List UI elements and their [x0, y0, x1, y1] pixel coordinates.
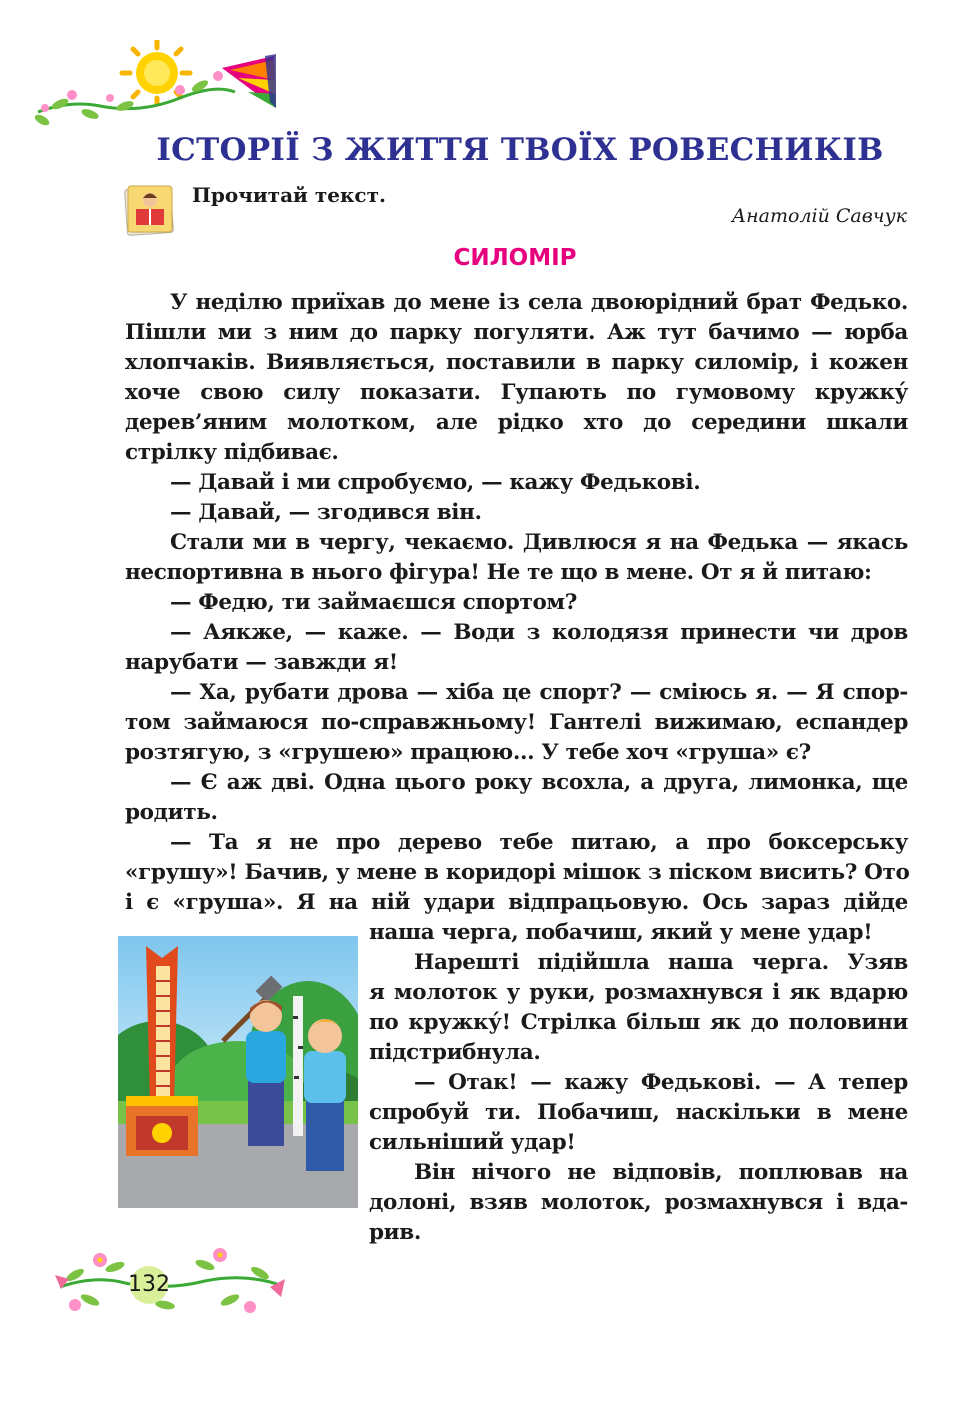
text-line: Нарешті підійшла наша черга. Узяв — [414, 950, 908, 975]
boy-watching-icon — [304, 1019, 346, 1171]
text-line: — Аякже, — каже. — Води з колодязя принести чи дров — [170, 620, 908, 645]
text-line: родить. — [125, 800, 218, 825]
story-title: СИЛОМІР — [453, 245, 577, 271]
text-line: Стали ми в чергу, чекаємо. Дивлюся я на Федька — якась — [170, 530, 908, 555]
text-line: Він нічого не відповів, поплював на — [414, 1160, 908, 1185]
text-line: рив. — [369, 1220, 422, 1245]
text-line: по кружку́! Стрілка більш як до половини — [369, 1010, 908, 1035]
text-line: сильніший удар! — [369, 1130, 576, 1155]
text-line: спробуй ти. Побачиш, наскільки в мене — [369, 1100, 908, 1125]
text-line: дерев’яним молотком, але рідко хто до середини шкали — [125, 410, 908, 435]
text-line: Пішли ми з ним до парку погуляти. Аж тут бачимо — юрба — [125, 320, 908, 345]
text-line: наша черга, побачиш, який у мене удар! — [369, 920, 873, 945]
text-line: — Давай і ми спробуємо, — кажу Федькові. — [170, 470, 701, 495]
text-line: розтягую, з «грушею» працюю... У тебе хоч «груша» є? — [125, 740, 811, 765]
text-line: том займаюся по-справжньому! Гантелі вижимаю, еспандер — [125, 710, 908, 735]
text-line: нарубати — завжди я! — [125, 650, 398, 675]
text-line: хлопчаків. Виявляється, поставили в парку силомір, і кожен — [125, 350, 908, 375]
text-line: — Федю, ти займаєшся спортом? — [170, 590, 578, 615]
text-line: — Та я не про дерево тебе питаю, а про боксерську — [170, 830, 908, 855]
text-line: я молоток у руки, розмахнувся і як вдарю — [369, 980, 908, 1005]
text-line: — Давай, — згодився він. — [170, 500, 482, 525]
text-line: долоні, взяв молоток, розмахнувся і вда- — [369, 1190, 908, 1215]
strength-tester-boys-illustration — [118, 936, 358, 1208]
kite-icon — [222, 54, 276, 108]
text-line: хоче свою силу показати. Гупають по гумовому кружку́ — [125, 380, 908, 405]
text-line: і є «груша». Я на ній удари відпрацьовую. Ось зараз дійде — [125, 890, 908, 915]
sun-kite-flower-vine-icon — [30, 40, 290, 130]
text-line: — Отак! — кажу Федькові. — А тепер — [414, 1070, 908, 1095]
reading-child-icon — [124, 183, 176, 237]
author-name: Анатолій Савчук — [731, 205, 907, 227]
text-line: стрілку підбиває. — [125, 440, 339, 465]
text-line: «грушу»! Бачив, у мене в коридорі мішок з піском висить? Ото — [125, 860, 910, 885]
task-instruction: Прочитай текст. — [192, 183, 386, 207]
text-line: — Є аж дві. Одна цього року всохла, а друга, лимонка, ще — [170, 770, 908, 795]
text-line: підстрибнула. — [369, 1040, 541, 1065]
section-title: ІСТОРІЇ З ЖИТТЯ ТВОЇХ РОВЕСНИКІВ — [156, 132, 884, 168]
text-line: неспортивна в нього фігура! Не те що в мене. От я й питаю: — [125, 560, 872, 585]
text-line: — Ха, рубати дрова — хіба це спорт? — сміюсь я. — Я спор- — [170, 680, 908, 705]
text-line: У неділю приїхав до мене із села двоюрідний брат Федько. — [170, 290, 908, 315]
page-number: 132 — [128, 1272, 170, 1297]
